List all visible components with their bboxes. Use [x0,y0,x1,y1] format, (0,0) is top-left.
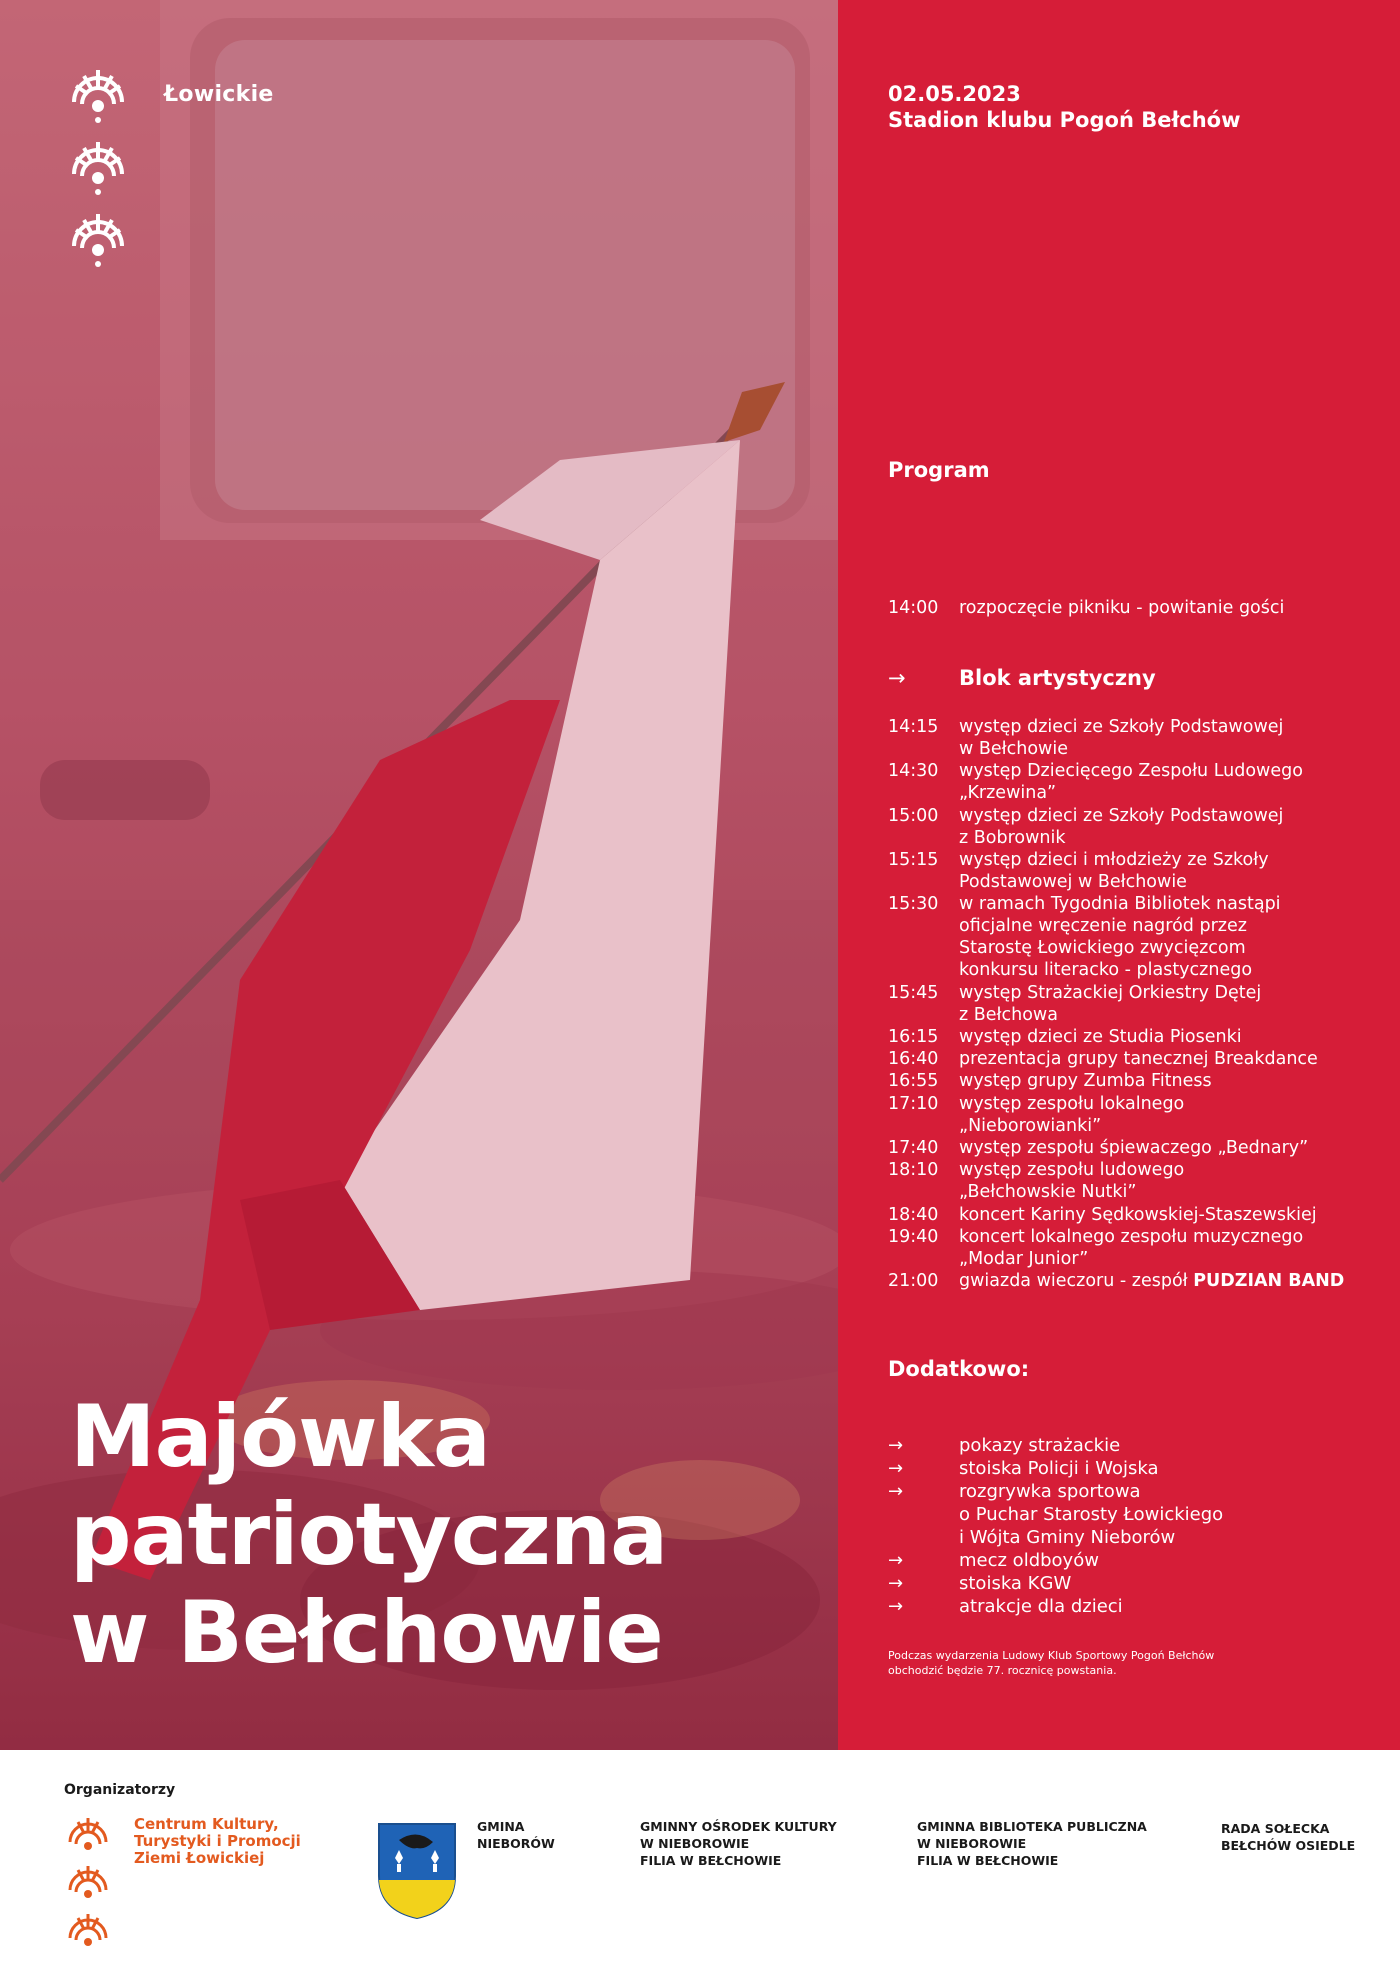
flower-icon [66,62,130,126]
program-desc [959,849,1359,893]
organizers-label: Organizatorzy [64,1782,176,1798]
program-desc-line: oficjalne wręczenie nagród przez [959,916,1247,937]
program-desc-line: „Krzewina” [959,783,1057,804]
extras-item-line: stoiska Policji i Wojska [959,1458,1159,1479]
program-desc-line: występ dzieci i młodzieży ze Szkoły [959,849,1269,870]
program-time: 14:00 [888,598,939,618]
coat-of-arms-icon [375,1820,459,1920]
flower-icon [66,1812,110,1962]
extras-item [888,1572,1358,1595]
program-desc-line: występ dzieci ze Studia Piosenki [959,1026,1242,1047]
program-desc [959,1204,1359,1226]
program-desc-line: występ zespołu ludowego [959,1160,1185,1181]
program-time: 16:15 [888,1026,939,1047]
event-date: 02.05.2023 [888,82,1021,106]
arrow-right-icon: → [888,1458,904,1479]
program-desc-line: z Bobrownik [959,827,1066,848]
program-desc [959,760,1359,804]
extras-item [888,1480,1358,1549]
program-time: 15:45 [888,982,939,1003]
headliner-name: PUDZIAN BAND [1193,1271,1345,1292]
block-label: Blok artystyczny [959,666,1156,690]
event-place: Stadion klubu Pogoń Bełchów [888,108,1241,132]
program-time: 15:15 [888,849,939,870]
program-desc-line: koncert Kariny Sędkowskiej-Staszewskiej [959,1204,1317,1225]
footnote: Podczas wydarzenia Ludowy Klub Sportowy Pogoń Bełchów obchodzić będzie 77. rocznicę powstania. [888,1649,1215,1677]
extras-item [888,1457,1358,1480]
gbp-nieborow: GMINNA BIBLIOTEKA PUBLICZNA W NIEBOROWIE FILIA W BEŁCHOWIE [917,1819,1147,1868]
program-heading: Program [888,458,990,482]
extras-item-line: mecz oldboyów [959,1550,1099,1571]
program-time: 19:40 [888,1226,939,1247]
extras-item-line: atrakcje dla dzieci [959,1596,1123,1617]
program-time: 17:40 [888,1138,939,1158]
program-desc [959,1270,1359,1292]
program-desc-line: „Bełchowskie Nutki” [959,1182,1137,1203]
arrow-right-icon: → [888,666,906,690]
title-line: patriotyczna [70,1485,668,1585]
program-desc-line: Podstawowej w Bełchowie [959,871,1187,892]
rada-solecka: RADA SOŁECKA BEŁCHÓW OSIEDLE [1221,1821,1356,1853]
extras-item-line: rozgrywka sportowa [959,1481,1141,1502]
program-time: 14:15 [888,717,939,737]
program-desc [959,1159,1359,1203]
program-desc-line: występ grupy Zumba Fitness [959,1071,1212,1092]
program-desc [959,1226,1359,1270]
program-desc-line: występ zespołu śpiewaczego „Bednary” [959,1138,1309,1158]
lowickie-logo [66,62,136,278]
program-time: 16:55 [888,1071,939,1092]
ckt-name: Centrum Kultury, Turystyki i Promocji Ziemi Łowickiej [134,1815,301,1867]
program-desc-line: w ramach Tygodnia Bibliotek nastąpi [959,894,1281,915]
program-desc [959,1026,1359,1048]
program-desc-line: prezentacja grupy tanecznej Breakdance [959,1049,1318,1070]
program-desc-line: „Nieborowianki” [959,1115,1102,1136]
finale-text: gwiazda wieczoru - zespół [959,1271,1194,1292]
program-desc-line: występ zespołu lokalnego [959,1093,1185,1114]
program-desc-line: z Bełchowa [959,1004,1058,1025]
organizers-footer [0,1750,1400,1983]
gok-nieborow: GMINNY OŚRODEK KULTURY W NIEBOROWIE FILIA W BEŁCHOWIE [640,1819,837,1868]
program-desc [959,893,1359,981]
program-time: 16:40 [888,1049,939,1070]
program-desc [959,982,1359,1026]
program-time: 17:10 [888,1093,939,1114]
program-desc [959,1137,1359,1159]
program-time: 21:00 [888,1271,939,1292]
extras-heading: Dodatkowo: [888,1357,1030,1381]
arrow-right-icon: → [888,1550,904,1571]
program-desc: rozpoczęcie pikniku - powitanie gości [959,598,1285,618]
arrow-right-icon: → [888,1481,904,1502]
program-desc [959,716,1359,760]
program-desc-line: koncert lokalnego zespołu muzycznego [959,1226,1304,1247]
program-desc-line: konkursu literacko - plastycznego [959,960,1253,981]
arrow-right-icon: → [888,1573,904,1594]
program-desc-line: Starostę Łowickiego zwycięzcom [959,938,1246,959]
program-desc-line: w Bełchowie [959,739,1068,759]
program-desc [959,1070,1359,1092]
gmina-crest [375,1820,459,1924]
program-time: 18:10 [888,1160,939,1181]
program-desc-line: występ dzieci ze Szkoły Podstawowej [959,717,1284,737]
program-desc-line: „Modar Junior” [959,1248,1089,1269]
extras-item [888,1549,1358,1572]
title-line: Majówka [70,1387,490,1487]
program-desc-line: występ dzieci ze Szkoły Podstawowej [959,805,1284,826]
program-time: 18:40 [888,1204,939,1225]
program-desc-line: występ Dziecięcego Zespołu Ludowego [959,761,1303,782]
extras-item-line: i Wójta Gminy Nieborów [959,1527,1176,1548]
extras-list [888,1434,1358,1618]
title-line: w Bełchowie [70,1583,663,1683]
ckt-logo [66,1812,110,1966]
extras-item-line: o Puchar Starosty Łowickiego [959,1504,1224,1525]
program-desc [959,1093,1359,1137]
program-desc [959,1048,1359,1070]
extras-item [888,1434,1358,1457]
program-desc [959,805,1359,849]
arrow-right-icon: → [888,1435,904,1456]
poster-title [70,1388,667,1682]
program-time: 14:30 [888,761,939,782]
arrow-right-icon: → [888,1596,904,1617]
extras-item [888,1595,1358,1618]
program-time: 15:00 [888,805,939,826]
gmina-nieborow: GMINA NIEBORÓW [477,1819,555,1851]
flower-icon [66,206,130,270]
program-time: 15:30 [888,894,939,915]
brand-name: Łowickie [164,82,274,107]
flower-icon [66,134,130,198]
program-desc-line: występ Strażackiej Orkiestry Dętej [959,982,1262,1003]
extras-item-line: pokazy strażackie [959,1435,1121,1456]
extras-item-line: stoiska KGW [959,1573,1072,1594]
